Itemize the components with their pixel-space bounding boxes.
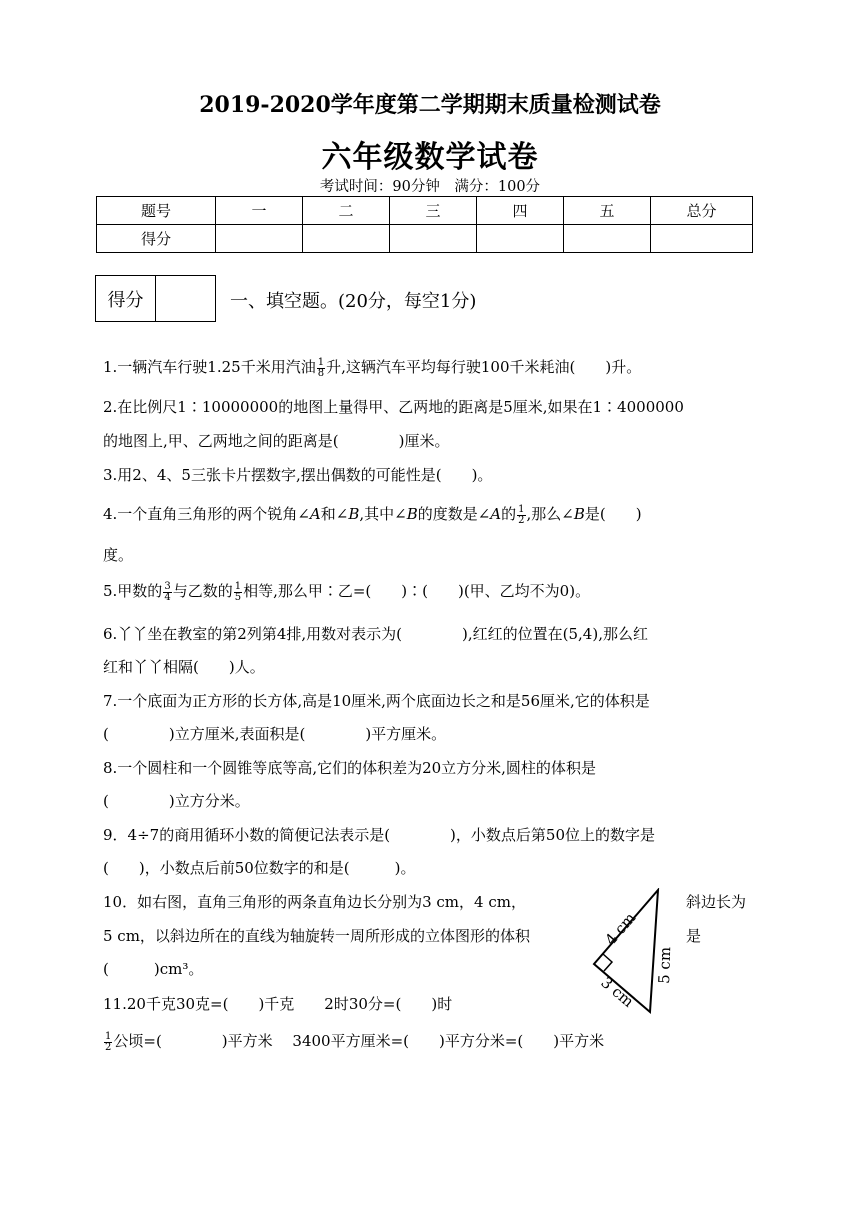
score-header-cell: 四 [477,197,564,225]
question-2-line-2: 的地图上,甲、乙两地之间的距离是( )厘米。 [103,432,450,450]
score-header-cell: 题号 [97,197,216,225]
variable: A [309,505,321,523]
question-4-line-2: 度。 [103,546,134,564]
denominator: 4 [164,591,171,603]
exam-subject-title: 六年级数学试卷 [321,140,539,175]
question-text: 和∠ [320,505,349,523]
label-4cm: 4 cm [601,908,640,949]
question-10-line-2-right: 是 [686,927,702,945]
question-10-line-3: ( )cm³。 [103,960,204,978]
question-text: ,其中∠ [359,505,407,523]
question-9-line-1: 9．4÷7的商用循环小数的简便记法表示是( )，小数点后第50位上的数字是 [103,826,655,844]
fraction [317,358,325,379]
question-text: 与乙数的 [172,582,233,600]
score-cell[interactable] [564,225,651,253]
score-header-cell: 总分 [651,197,753,225]
section-score-label: 得分 [96,276,156,321]
denominator: 2 [518,514,525,526]
fraction [234,582,242,603]
exam-title: 2019-2020学年度第二学期期末质量检测试卷 [199,92,661,118]
question-text: 的度数是∠ [417,505,491,523]
variable: A [490,505,502,523]
numerator: 1 [317,356,325,368]
variable: B [573,505,585,523]
question-text: 公顷=( )平方米 3400平方厘米=( )平方分米=( )平方米 [113,1032,605,1050]
denominator: 5 [234,591,242,603]
denominator: 2 [105,1041,112,1053]
variable: B [406,505,418,523]
score-header-cell: 一 [216,197,303,225]
score-cell[interactable] [477,225,564,253]
question-1 [103,356,641,379]
denominator: 8 [317,367,325,379]
question-10-line-2: 5 cm，以斜边所在的直线为轴旋转一周所形成的立体图形的体积 [103,927,530,945]
question-3: 3.用2、4、5三张卡片摆数字,摆出偶数的可能性是( )。 [103,466,493,484]
score-table [96,196,753,253]
question-text: 4.一个直角三角形的两个锐角∠ [103,505,310,523]
right-angle-mark [603,954,612,971]
numerator: 1 [234,580,242,592]
question-8-line-2: ( )立方分米。 [103,792,250,810]
score-table-header-row [97,197,753,225]
question-text: 升,这辆汽车平均每行驶100千米耗油( )升。 [326,358,642,376]
question-10-line-1: 10．如右图，直角三角形的两条直角边长分别为3 cm，4 cm， [103,893,526,911]
score-header-cell: 二 [303,197,390,225]
question-text: 相等,那么甲∶乙=( )∶( )(甲、乙均不为0)。 [243,582,591,600]
fraction [163,582,171,603]
question-9-line-2: ( )，小数点后前50位数字的和是( )。 [103,859,416,877]
question-text: 的 [501,505,517,523]
question-text: 5.甲数的 [103,582,163,600]
score-header-cell: 三 [390,197,477,225]
numerator: 3 [164,580,171,592]
score-cell[interactable] [216,225,303,253]
score-cell[interactable] [651,225,753,253]
right-triangle-figure [590,888,690,1018]
score-header-cell: 五 [564,197,651,225]
section-title: 一、填空题。(20分，每空1分) [230,291,477,312]
score-cell[interactable] [303,225,390,253]
question-10-line-1-right: 斜边长为 [686,893,747,911]
question-text: 1.一辆汽车行驶1.25千米用汽油 [103,358,316,376]
fraction [517,505,525,526]
fraction [104,1032,112,1053]
question-5 [103,580,590,603]
score-row-label: 得分 [97,225,216,253]
variable: B [348,505,360,523]
question-11-line-1: 11.20千克30克=( )千克 2时30分=( )时 [103,995,453,1013]
exam-info: 考试时间：90分钟 满分：100分 [319,179,541,195]
numerator: 1 [105,1030,112,1042]
label-5cm: 5 cm [655,946,675,985]
question-text: ,那么∠ [526,505,574,523]
question-11-line-2 [103,1030,604,1053]
question-7-line-1: 7.一个底面为正方形的长方体,高是10厘米,两个底面边长之和是56厘米,它的体积是 [103,692,650,710]
score-table-score-row [97,225,753,253]
question-text: 是( ) [584,505,642,523]
numerator: 1 [518,503,525,515]
label-3cm: 3 cm [597,973,638,1011]
question-6-line-1: 6.丫丫坐在教室的第2列第4排,用数对表示为( ),红红的位置在(5,4),那么红 [103,625,648,643]
section-score-cell[interactable] [156,276,215,321]
question-6-line-2: 红和丫丫相隔( )人。 [103,658,265,676]
question-7-line-2: ( )立方厘米,表面积是( )平方厘米。 [103,725,447,743]
score-cell[interactable] [390,225,477,253]
question-2-line-1: 2.在比例尺1∶10000000的地图上量得甲、乙两地的距离是5厘米,如果在1∶4000000 [103,398,684,416]
section-score-box [95,275,216,322]
question-4-line-1 [103,503,642,526]
question-8-line-1: 8.一个圆柱和一个圆锥等底等高,它们的体积差为20立方分米,圆柱的体积是 [103,759,596,777]
